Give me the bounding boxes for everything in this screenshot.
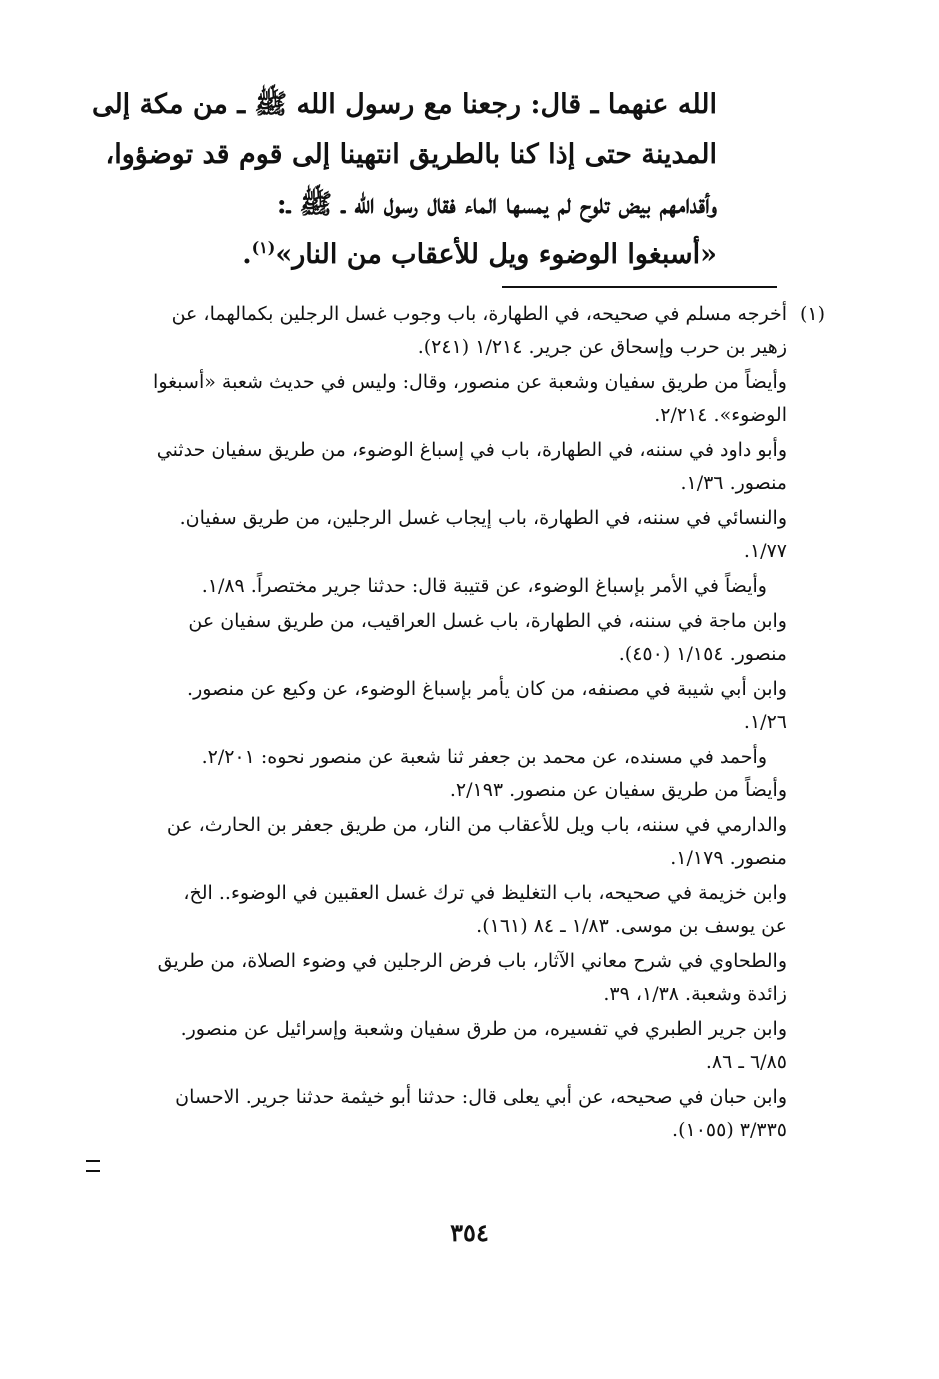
footnote-line: والنسائي في سننه، في الطهارة، باب إيجاب غسل الرجلين، من طريق سفيان. (179, 507, 787, 529)
footnote-entry (97, 1013, 787, 1079)
footnote-line: والدارمي في سننه، باب ويل للأعقاب من النار، من طريق جعفر بن الحارث، عن (166, 814, 787, 836)
footnote-line: منصور. ١/٣٦. (680, 472, 787, 494)
footnote-entry (97, 434, 787, 500)
footnote-line: وأحمد في مسنده، عن محمد بن جعفر ثنا شعبة عن منصور نحوه: ٢/٢٠١. (201, 746, 767, 768)
footnote-line: أخرجه مسلم في صحيحه، في الطهارة، باب وجوب غسل الرجلين بكمالهما، عن (171, 303, 787, 325)
footnote-reference: (١) (251, 238, 276, 257)
footnote-marker: (١) (799, 303, 825, 325)
footnote-entry (97, 366, 787, 432)
footnote-divider (502, 286, 777, 288)
page-number: ٣٥٤ (450, 1218, 489, 1247)
footnote-line: ١/٢٦. (743, 711, 787, 733)
main-text-line: الله عنهما ـ قال: رجعنا مع رسول الله ﷺ ـ من مكة إلى (91, 89, 717, 120)
footnote-line: ١/٧٧. (743, 540, 787, 562)
footnote-entry (97, 945, 787, 1011)
footnote-entry (97, 809, 787, 875)
footnote-line: زائدة وشعبة. ١/٣٨، ٣٩. (603, 983, 787, 1005)
footnote-line: منصور. ١/١٥٤ (٤٥٠). (618, 643, 787, 665)
footnote-entry (97, 673, 787, 739)
footnote-line: وأيضاً من طريق سفيان وشعبة عن منصور، وقال: وليس في حديث شعبة «أسبغوا (153, 371, 787, 393)
footnote-entry (97, 502, 787, 568)
footnote-line: وأبو داود في سننه، في الطهارة، باب في إسباغ الوضوء، من طريق سفيان حدثني (156, 439, 787, 461)
main-body-text (91, 80, 717, 280)
main-text-line-last (117, 230, 717, 280)
footnote-entry (97, 605, 787, 671)
end-punctuation: . (242, 239, 252, 270)
main-text-line: وأقدامهم بيض تلوح لم يمسها الماء فقال رسول الله ـ ﷺ ـ: (276, 189, 717, 220)
footnote-line: وابن حبان في صحيحه، عن أبي يعلى قال: حدثنا أبو خيثمة حدثنا جرير. الاحسان (175, 1086, 787, 1108)
footnote-line: ٣/٣٣٥ (١٠٥٥). (672, 1119, 787, 1141)
footnote-line: عن يوسف بن موسى. ١/٨٣ ـ ٨٤ (١٦١). (476, 915, 787, 937)
footnote-line: وابن خزيمة في صحيحه، باب التغليظ في ترك غسل العقبين في الوضوء.. الخ، (183, 882, 787, 904)
footnote-line: وأيضاً من طريق سفيان عن منصور. ٢/١٩٣. (449, 779, 787, 801)
footnotes-section (97, 298, 787, 1149)
footnote-entry (97, 570, 787, 603)
footnote-entry (97, 877, 787, 943)
footnote-line: وابن جرير الطبري في تفسيره، من طرق سفيان وشعبة وإسرائيل عن منصور. (180, 1018, 787, 1040)
footnote-line: والطحاوي في شرح معاني الآثار، باب فرض الرجلين في وضوء الصلاة، من طريق (157, 950, 787, 972)
footnote-line: وأيضاً في الأمر بإسباغ الوضوء، عن قتيبة قال: حدثنا جرير مختصراً. ١/٨٩. (201, 575, 767, 597)
main-text-line: المدينة حتى إذا كنا بالطريق انتهينا إلى قوم قد توضؤوا، (105, 139, 717, 170)
footnote-entry (97, 1081, 787, 1147)
hadith-quote: «أسبغوا الوضوء ويل للأعقاب من النار» (275, 239, 717, 270)
footnote-line: زهير بن حرب وإسحاق عن جرير. ١/٢١٤ (٢٤١). (417, 336, 787, 358)
footnote-line: الوضوء». ٢/٢١٤. (654, 404, 787, 426)
footnote-line: ٦/٨٥ ـ ٨٦. (705, 1051, 787, 1073)
continuation-mark (86, 1160, 100, 1172)
footnote-entry (97, 741, 787, 807)
footnote-line: وابن أبي شيبة في مصنفه، من كان يأمر بإسباغ الوضوء، عن وكيع عن منصور. (187, 678, 787, 700)
footnote-line: وابن ماجة في سننه، في الطهارة، باب غسل العراقيب، من طريق سفيان عن (188, 610, 787, 632)
footnote-line: منصور. ١/١٧٩. (670, 847, 787, 869)
footnote-entry (97, 298, 787, 364)
